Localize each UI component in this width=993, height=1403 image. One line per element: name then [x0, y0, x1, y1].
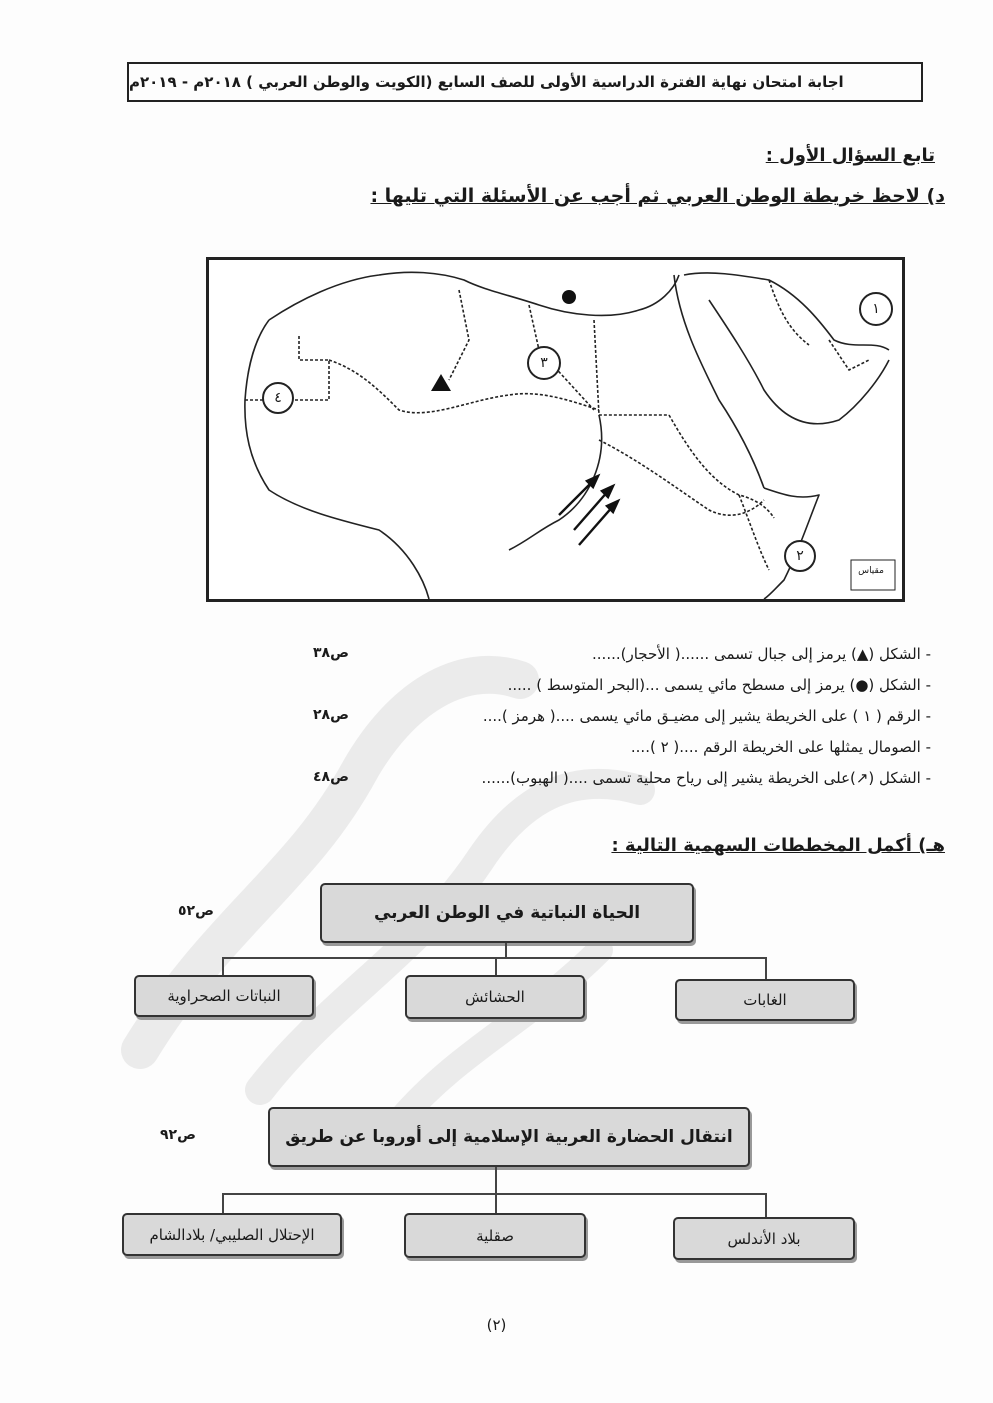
sea-dot-symbol: [562, 290, 576, 304]
diagram2-page-ref: ص٩٢: [160, 1127, 196, 1143]
map-label-4: ٤: [262, 382, 294, 414]
page-ref-1: ص٣٨: [313, 645, 349, 661]
diagram1-main-text: الحياة النباتية في الوطن العربي: [373, 903, 641, 923]
diagram1-item-grasses: الحشائش: [405, 975, 585, 1019]
diagram2-item-sicily: صقلية: [404, 1213, 586, 1258]
map-label-3: ٣: [527, 346, 561, 380]
diagram2-item-crusades-levant: الإحتلال الصليبي/ بلادالشام: [122, 1213, 342, 1256]
diagram2-main-box: [268, 1107, 750, 1167]
section-continue-title: تابع السؤال الأول :: [765, 145, 935, 166]
map-scale-mark: مقياس: [858, 566, 884, 576]
question-line-2: - الشكل (●) يرمز إلى مسطح مائي يسمى ...(البحر المتوسط ) .....: [507, 676, 931, 694]
arab-world-map: [206, 257, 905, 602]
exam-header: [127, 62, 923, 102]
exam-header-title: اجابة امتحان نهاية الفترة الدراسية الأولى للصف السابع (الكويت والوطن العربي ) ٢٠١٨م - ٢٠١٩م: [129, 73, 844, 91]
watermark-graphic: [100, 620, 700, 1140]
map-label-2: ٢: [784, 540, 816, 572]
question-line-1: - الشكل (▲) يرمز إلى جبال تسمى ......( الأحجار)......: [592, 645, 931, 663]
diagram1-item-desert-plants: النباتات الصحراوية: [134, 975, 314, 1017]
diagram1-item-forests: الغابات: [675, 979, 855, 1021]
wind-arrows-symbol: [559, 476, 618, 545]
diagram2-item-andalusia: بلاد الأندلس: [673, 1217, 855, 1260]
question-line-5: - الشكل (↗)على الخريطة يشير إلى رياح محلية تسمى ....( الهبوب)......: [481, 769, 931, 787]
question-h-title: هـ) أكمل المخططات السهمية التالية :: [611, 835, 945, 856]
question-line-3: - الرقم ( ١ ) على الخريطة يشير إلى مضيـق مائي يسمى ....( هرمز )....: [482, 707, 931, 725]
question-line-4: - الصومال يمثلها على الخريطة الرقم ....( ٢ )....: [630, 738, 931, 756]
page-ref-3: ص٢٨: [313, 707, 349, 723]
page-ref-5: ص٤٨: [313, 769, 349, 785]
diagram2-main-text: انتقال الحضارة العربية الإسلامية إلى أوروبا عن طريق: [285, 1127, 733, 1147]
map-label-1: ١: [859, 292, 893, 326]
mountain-triangle-symbol: [431, 374, 451, 391]
question-d-title: د) لاحظ خريطة الوطن العربي ثم أجب عن الأسئلة التي تليها :: [370, 185, 945, 207]
diagram1-main-box: [320, 883, 694, 943]
diagram1-page-ref: ص٥٢: [178, 903, 214, 919]
page-number: (٢): [486, 1316, 507, 1334]
